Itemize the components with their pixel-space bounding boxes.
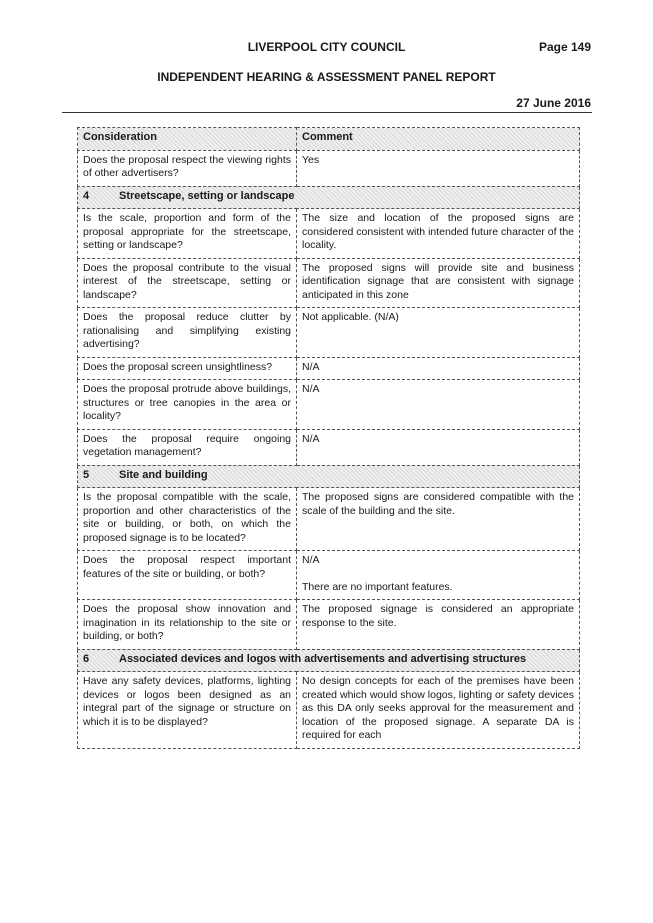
comment-cell: The proposed signs are considered compatible with the scale of the building and the site. [297,488,580,551]
section-row [78,465,580,488]
consideration-cell: Does the proposal require ongoing vegetation management? [78,429,297,465]
council-name: LIVERPOOL CITY COUNCIL [247,40,406,54]
section-row [78,649,580,672]
consideration-cell: Does the proposal protrude above buildings, structures or tree canopies in the area or locality? [78,380,297,430]
comment-line: There are no important features. [302,580,453,593]
consideration-cell: Is the proposal compatible with the scale, proportion and other characteristics of the site or building, or both, on which the proposed signage is to be located? [78,488,297,551]
comment-line: N/A [302,554,320,566]
consideration-header: Consideration [78,128,297,151]
section-title: Streetscape, setting or landscape [119,189,295,202]
comment-cell: The proposed signs will provide site and business identification signage that are consistent with signage anticipated in this zone [297,258,580,308]
comment-cell: Yes [297,150,580,186]
comment-header: Comment [297,128,580,151]
table-row [78,258,580,308]
consideration-cell: Does the proposal contribute to the visual interest of the streetscape, setting or landscape? [78,258,297,308]
comment-cell: N/A [297,429,580,465]
table-row [78,150,580,186]
table-row [78,551,580,600]
comment-cell: No design concepts for each of the premises have been created which would show logos, lighting or safety devices as this DA only seeks approval for the measurement and location of the proposed signage. A separate DA is required for each [297,672,580,749]
consideration-cell: Does the proposal reduce clutter by rationalising and simplifying existing advertising? [78,308,297,358]
page-number: Page 149 [538,40,591,54]
comment-cell: The size and location of the proposed signs are considered consistent with intended future character of the locality. [297,209,580,259]
consideration-cell: Have any safety devices, platforms, lighting devices or logos been designed as an integral part of the signage or structure on which it is to be displayed? [78,672,297,749]
table-row [78,600,580,650]
section-row [78,186,580,209]
header-rule [62,112,592,113]
consideration-cell: Does the proposal show innovation and imagination in its relationship to the site or building, or both? [78,600,297,650]
report-date: 27 June 2016 [516,96,591,110]
comment-cell: Not applicable. (N/A) [297,308,580,358]
consideration-cell: Does the proposal respect important features of the site or building, or both? [78,551,297,600]
comment-cell: N/A [297,380,580,430]
comment-cell: N/A [297,357,580,380]
consideration-cell: Is the scale, proportion and form of the proposal appropriate for the streetscape, setting or landscape? [78,209,297,259]
comment-cell [297,551,580,600]
table-row [78,488,580,551]
section-number: 4 [83,189,90,202]
table-row [78,429,580,465]
section-title: Site and building [119,468,208,481]
section-heading [78,649,580,672]
table-row [78,357,580,380]
table-row [78,209,580,259]
consideration-cell: Does the proposal respect the viewing rights of other advertisers? [78,150,297,186]
table-header-row [78,128,580,151]
consideration-table [77,127,580,749]
table-row [78,380,580,430]
section-title: Associated devices and logos with advertisements and advertising structures [119,652,527,665]
section-heading [78,186,580,209]
section-number: 5 [83,468,90,481]
consideration-cell: Does the proposal screen unsightliness? [78,357,297,380]
section-heading [78,465,580,488]
section-number: 6 [83,652,90,665]
table-row [78,308,580,358]
table-row [78,672,580,749]
report-title: INDEPENDENT HEARING & ASSESSMENT PANEL REPORT [157,70,496,84]
comment-cell: The proposed signage is considered an appropriate response to the site. [297,600,580,650]
